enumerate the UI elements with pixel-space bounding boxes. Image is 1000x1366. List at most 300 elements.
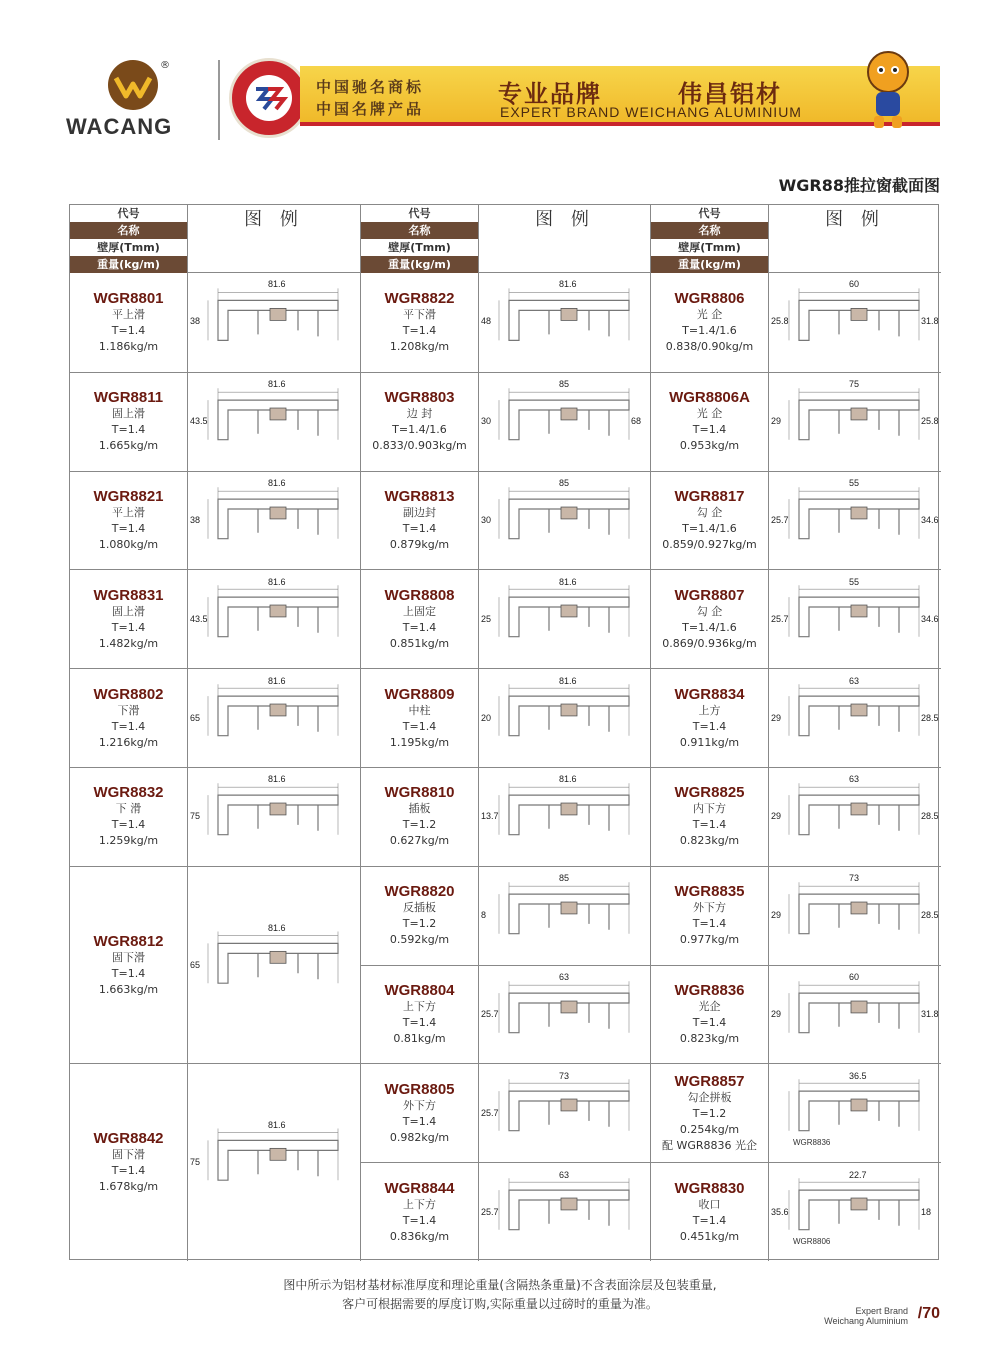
profile-name: 固上滑: [112, 407, 145, 421]
thermal-break-strip: [561, 803, 577, 815]
profile-name: 边 封: [406, 407, 433, 421]
profile-webs: [839, 509, 899, 535]
profile-weight: 0.451kg/m: [679, 1229, 740, 1243]
dimension-label: 55: [849, 576, 860, 587]
dimension-label: 25: [481, 613, 492, 624]
profile-code: WGR8811: [93, 389, 164, 407]
profile-row: [361, 372, 651, 471]
profile-code: WGR8806A: [669, 389, 750, 407]
profile-row: [361, 569, 651, 668]
thermal-break-strip: [851, 1001, 867, 1013]
dimension-label: 29: [771, 712, 782, 723]
thermal-break-strip: [270, 1149, 286, 1161]
dimension-label: 29: [771, 910, 782, 921]
header-label: 壁厚(Tmm): [361, 239, 478, 256]
profile-drawing: [188, 867, 360, 1064]
profile-webs: [839, 706, 899, 732]
profile-info: [361, 768, 479, 866]
banner-title-1: 专业品牌: [498, 80, 602, 108]
dimension-label: 65: [190, 959, 201, 970]
profile-thickness: T=1.4/1.6: [392, 423, 447, 437]
dimension-label: 25.7: [771, 613, 789, 624]
dimension-label: 81.6: [268, 922, 286, 933]
footer-brand-line1: Expert Brand: [855, 1306, 908, 1316]
profile-row: [651, 569, 941, 668]
profile-thickness: T=1.4/1.6: [682, 323, 737, 337]
dimension-label: 28.5: [921, 712, 939, 723]
dimension-label: 55: [849, 477, 860, 488]
profile-webs: [549, 805, 609, 831]
profile-info: [651, 867, 769, 965]
profile-figure: [479, 373, 651, 471]
dimension-label: 31.8: [921, 316, 939, 327]
profile-webs: [258, 953, 318, 979]
dimension-label: 81.6: [268, 279, 286, 290]
profile-code: WGR8805: [384, 1080, 455, 1098]
profile-row: [70, 273, 360, 372]
profile-thickness: T=1.4: [692, 1015, 727, 1029]
profile-row: [361, 866, 651, 965]
dimension-label: 85: [559, 873, 570, 884]
profile-name: 副边封: [403, 505, 436, 519]
dimension-label: 28.5: [921, 811, 939, 822]
dimension-label: 81.6: [268, 1120, 286, 1131]
header-label: 重量(kg/m): [361, 256, 478, 273]
dimension-label: 75: [849, 379, 860, 390]
profile-row: [70, 372, 360, 471]
profile-figure: [479, 273, 651, 372]
profile-info: [651, 966, 769, 1064]
profile-code: WGR8836: [674, 981, 745, 999]
profile-thickness: T=1.4: [692, 1213, 727, 1227]
profile-info: [361, 570, 479, 668]
slogan-banner: [300, 66, 940, 126]
dimension-label: 38: [190, 514, 201, 525]
thermal-break-strip: [270, 308, 286, 320]
profile-row: [651, 1162, 941, 1261]
profile-info: [70, 472, 188, 570]
dimension-label: 25.7: [481, 1107, 499, 1118]
dimension-label: 81.6: [268, 477, 286, 488]
dimension-label: 43.5: [190, 613, 208, 624]
profile-webs: [258, 1151, 318, 1177]
china-top-brand-seal-icon: [229, 58, 309, 138]
profile-code: WGR8802: [93, 685, 164, 703]
column-header: [70, 205, 360, 273]
profile-webs: [839, 1003, 899, 1029]
profile-info: [651, 273, 769, 372]
figure-column-title: 图 例: [244, 209, 304, 230]
figure-reference-label: WGR8806: [793, 1236, 831, 1246]
profile-row: [651, 965, 941, 1064]
profile-code: WGR8808: [384, 586, 455, 604]
profile-name: 平下滑: [403, 307, 436, 321]
profile-name: 平上滑: [112, 505, 145, 519]
profile-weight: 0.838/0.90kg/m: [665, 339, 754, 353]
footer-note-line1: 图中所示为铝材基材标准厚度和理论重量(含隔热条重量)不含表面涂层及包装重量,: [283, 1278, 717, 1292]
profile-drawing: [188, 1064, 360, 1261]
dimension-label: 81.6: [268, 576, 286, 587]
dimension-label: 73: [849, 873, 860, 884]
profile-name: 外下方: [693, 901, 726, 915]
dimension-label: 29: [771, 1008, 782, 1019]
thermal-break-strip: [561, 605, 577, 617]
profile-webs: [549, 509, 609, 535]
dimension-label: 18: [921, 1206, 932, 1217]
profile-thickness: T=1.4: [692, 423, 727, 437]
profile-figure: [188, 472, 360, 570]
thermal-break-strip: [270, 507, 286, 519]
dimension-label: 34.6: [921, 514, 939, 525]
profile-name: 上下方: [403, 1197, 436, 1211]
profile-column: [650, 205, 940, 1261]
profile-weight: 0.859/0.927kg/m: [662, 537, 757, 551]
profile-weight: 1.186kg/m: [98, 339, 159, 353]
registered-mark: ®: [160, 60, 170, 71]
profile-info: [651, 1163, 769, 1261]
dimension-label: 73: [559, 1070, 570, 1081]
profile-info: [70, 373, 188, 471]
profile-webs: [839, 1101, 899, 1127]
profile-weight: 0.833/0.903kg/m: [372, 439, 467, 453]
profile-name: 插板: [408, 802, 431, 816]
profile-info: [651, 373, 769, 471]
dimension-label: 30: [481, 514, 492, 525]
thermal-break-strip: [270, 605, 286, 617]
profile-figure: [479, 1064, 651, 1162]
profile-thickness: T=1.4: [111, 620, 146, 634]
thermal-break-strip: [561, 1198, 577, 1210]
profile-weight: 0.953kg/m: [679, 439, 740, 453]
profile-weight: 1.665kg/m: [98, 439, 159, 453]
profile-row: [361, 1063, 651, 1162]
profile-name: 勾 企: [696, 505, 723, 519]
profile-code: WGR8817: [674, 487, 745, 505]
profile-figure: [479, 1163, 651, 1261]
profile-figure: [479, 669, 651, 767]
profile-thickness: T=1.4: [111, 323, 146, 337]
profile-figure: [188, 273, 360, 372]
profile-figure: [479, 472, 651, 570]
page-number: /70: [917, 1305, 940, 1322]
profile-weight: 1.482kg/m: [98, 636, 159, 650]
footer-brand-line2: Weichang Aluminium: [824, 1316, 908, 1326]
header-label: 代号: [361, 205, 478, 222]
thermal-break-strip: [561, 507, 577, 519]
tiger-mascot-icon: [848, 44, 928, 134]
profile-thickness: T=1.4: [402, 719, 437, 733]
profile-name: 光企: [698, 999, 721, 1013]
profile-figure: [769, 669, 941, 767]
profile-thickness: T=1.4: [402, 323, 437, 337]
profile-column: [360, 205, 650, 1261]
header-label: 代号: [70, 205, 187, 222]
thermal-break-strip: [270, 408, 286, 420]
profile-weight: 0.823kg/m: [679, 834, 740, 848]
dimension-label: 35.6: [771, 1206, 789, 1217]
footer-note-line2: 客户可根据需要的厚度订购,实际重量以过磅时的重量为准。: [342, 1297, 658, 1311]
profile-weight: 0.869/0.936kg/m: [662, 636, 757, 650]
profile-name: 下 滑: [115, 802, 142, 816]
dimension-label: 60: [849, 279, 860, 290]
banner-english-title: EXPERT BRAND WEICHANG ALUMINIUM: [500, 104, 802, 120]
profile-row: [361, 471, 651, 570]
profile-thickness: T=1.4: [692, 719, 727, 733]
dimension-label: 81.6: [559, 774, 577, 785]
dimension-label: 63: [559, 971, 570, 982]
profile-row: [651, 471, 941, 570]
column-header-labels: [70, 205, 188, 273]
profile-weight: 0.627kg/m: [389, 834, 450, 848]
profile-weight: 1.216kg/m: [98, 735, 159, 749]
profile-name: 固下滑: [112, 950, 145, 964]
profile-info: [70, 867, 188, 1064]
profile-code: WGR8834: [674, 685, 745, 703]
thermal-break-strip: [561, 408, 577, 420]
profile-thickness: T=1.4: [111, 818, 146, 832]
profile-figure: [188, 373, 360, 471]
profile-code: WGR8801: [93, 289, 164, 307]
profile-thickness: T=1.4: [111, 719, 146, 733]
dimension-label: 81.6: [559, 279, 577, 290]
dimension-label: 20: [481, 712, 492, 723]
thermal-break-strip: [561, 308, 577, 320]
profile-info: [651, 570, 769, 668]
profile-thickness: T=1.4: [111, 966, 146, 980]
thermal-break-strip: [851, 308, 867, 320]
profile-table: [69, 204, 939, 1260]
profile-row: [361, 273, 651, 372]
profile-weight: 1.080kg/m: [98, 537, 159, 551]
dimension-label: 36.5: [849, 1070, 867, 1081]
profile-thickness: T=1.4: [402, 620, 437, 634]
profile-name: 收口: [698, 1197, 721, 1211]
profile-name: 平上滑: [112, 307, 145, 321]
profile-webs: [839, 904, 899, 930]
dimension-label: 75: [190, 811, 201, 822]
page-title: WGR88推拉窗截面图: [778, 176, 940, 195]
dimension-label: 25.7: [481, 1008, 499, 1019]
profile-webs: [839, 805, 899, 831]
figure-column-title: 图 例: [825, 209, 885, 230]
dimension-label: 48: [481, 316, 492, 327]
profile-code: WGR8857: [674, 1072, 745, 1090]
column-header-labels: [651, 205, 769, 273]
profile-info: [70, 768, 188, 866]
profile-info: [361, 1064, 479, 1162]
profile-row: [70, 569, 360, 668]
dimension-label: 29: [771, 811, 782, 822]
slogan-line1: 中国驰名商标: [316, 78, 425, 96]
profile-info: [361, 273, 479, 372]
profile-webs: [839, 410, 899, 436]
profile-info: [361, 669, 479, 767]
dimension-label: 81.6: [268, 774, 286, 785]
profile-row: [651, 273, 941, 372]
profile-thickness: T=1.2: [402, 818, 437, 832]
profile-weight: 0.836kg/m: [389, 1229, 450, 1243]
thermal-break-strip: [270, 951, 286, 963]
brand-name: WACANG: [66, 114, 173, 139]
profile-figure: [769, 273, 941, 372]
header-label: 壁厚(Tmm): [70, 239, 187, 256]
profile-row: [361, 668, 651, 767]
thermal-break-strip: [851, 1099, 867, 1111]
profile-webs: [549, 706, 609, 732]
profile-info: [651, 768, 769, 866]
profile-info: [651, 669, 769, 767]
profile-name: 上方: [698, 703, 721, 717]
profile-webs: [258, 410, 318, 436]
column-header: [361, 205, 651, 273]
profile-code: WGR8832: [93, 784, 164, 802]
profile-figure: [188, 669, 360, 767]
profile-code: WGR8810: [384, 784, 455, 802]
profile-code: WGR8803: [384, 389, 455, 407]
profile-info: [70, 1064, 188, 1261]
dimension-label: 81.6: [268, 379, 286, 390]
profile-figure: [769, 1163, 941, 1261]
profile-code: WGR8830: [674, 1179, 745, 1197]
profile-name: 内下方: [693, 802, 726, 816]
dimension-label: 81.6: [268, 675, 286, 686]
profile-code: WGR8825: [674, 784, 745, 802]
profile-thickness: T=1.2: [692, 1106, 727, 1120]
profile-row: [70, 767, 360, 866]
column-header: [651, 205, 941, 273]
profile-name: 上固定: [403, 604, 436, 618]
profile-code: WGR8831: [93, 586, 164, 604]
profile-code: WGR8812: [93, 932, 164, 950]
profile-name: 勾企拼板: [687, 1090, 732, 1104]
profile-thickness: T=1.4: [111, 423, 146, 437]
profile-info: [361, 373, 479, 471]
dimension-label: 22.7: [849, 1169, 867, 1180]
dimension-label: 13.7: [481, 811, 499, 822]
profile-weight: 0.977kg/m: [679, 933, 740, 947]
profile-code: WGR8842: [93, 1130, 164, 1148]
dimension-label: 65: [190, 712, 201, 723]
dimension-label: 30: [481, 416, 492, 427]
profile-code: WGR8820: [384, 883, 455, 901]
header-label: 代号: [651, 205, 768, 222]
profile-weight: 1.208kg/m: [389, 339, 450, 353]
dimension-label: 25.8: [921, 416, 939, 427]
wacang-logo-icon: [108, 60, 158, 110]
column-header-labels: [361, 205, 479, 273]
footer-brand: [824, 1306, 908, 1326]
thermal-break-strip: [270, 704, 286, 716]
profile-thickness: T=1.4/1.6: [682, 620, 737, 634]
dimension-label: 85: [559, 379, 570, 390]
profile-name: 光 企: [696, 407, 723, 421]
profile-thickness: T=1.4: [402, 521, 437, 535]
banner-title-2: 伟昌铝材: [678, 80, 782, 108]
profile-webs: [839, 607, 899, 633]
profile-code: WGR8822: [384, 289, 455, 307]
profile-code: WGR8807: [674, 586, 745, 604]
profile-webs: [258, 509, 318, 535]
profile-row: [651, 866, 941, 965]
header-label: 壁厚(Tmm): [651, 239, 768, 256]
figure-column-title: 图 例: [535, 209, 595, 230]
profile-figure: [769, 1064, 941, 1162]
dimension-label: 81.6: [559, 576, 577, 587]
dimension-label: 25.8: [771, 316, 789, 327]
profile-webs: [839, 1200, 899, 1226]
profile-thickness: T=1.4: [402, 1213, 437, 1227]
dimension-label: 29: [771, 416, 782, 427]
profile-thickness: T=1.4: [402, 1015, 437, 1029]
thermal-break-strip: [851, 408, 867, 420]
profile-figure: [769, 966, 941, 1064]
profile-code: WGR8813: [384, 487, 455, 505]
page-header: [0, 0, 1000, 160]
thermal-break-strip: [851, 704, 867, 716]
thermal-break-strip: [561, 704, 577, 716]
profile-figure: [769, 570, 941, 668]
profile-weight: 1.663kg/m: [98, 982, 159, 996]
profile-row: [651, 1063, 941, 1162]
thermal-break-strip: [561, 1099, 577, 1111]
profile-code: WGR8809: [384, 685, 455, 703]
thermal-break-strip: [851, 605, 867, 617]
profile-note: 配 WGR8836 光企: [661, 1138, 758, 1152]
profile-row: [651, 767, 941, 866]
profile-weight: 1.678kg/m: [98, 1180, 159, 1194]
profile-info: [651, 1064, 769, 1162]
profile-name: 上下方: [403, 999, 436, 1013]
profile-info: [70, 570, 188, 668]
profile-webs: [258, 310, 318, 336]
dimension-label: 68: [631, 416, 642, 427]
profile-code: WGR8835: [674, 883, 745, 901]
profile-info: [361, 472, 479, 570]
dimension-label: 81.6: [559, 675, 577, 686]
profile-weight: 1.195kg/m: [389, 735, 450, 749]
figure-reference-label: WGR8836: [793, 1137, 831, 1147]
header-label: 重量(kg/m): [651, 256, 768, 273]
profile-figure: [769, 768, 941, 866]
profile-info: [361, 966, 479, 1064]
profile-thickness: T=1.4/1.6: [682, 521, 737, 535]
profile-code: WGR8804: [384, 981, 455, 999]
dimension-label: 28.5: [921, 910, 939, 921]
profile-name: 勾 企: [696, 604, 723, 618]
profile-webs: [549, 310, 609, 336]
thermal-break-strip: [851, 1198, 867, 1210]
profile-figure: [769, 373, 941, 471]
profile-figure: [769, 867, 941, 965]
profile-code: WGR8821: [93, 487, 164, 505]
profile-figure: [479, 966, 651, 1064]
header-label: 名称: [361, 222, 478, 239]
thermal-break-strip: [270, 803, 286, 815]
thermal-break-strip: [851, 803, 867, 815]
thermal-break-strip: [561, 1001, 577, 1013]
profile-row: [361, 965, 651, 1064]
profile-row: [70, 668, 360, 767]
profile-webs: [549, 904, 609, 930]
profile-info: [70, 273, 188, 372]
profile-figure: [188, 1064, 360, 1261]
profile-webs: [549, 607, 609, 633]
profile-column: [70, 205, 360, 1261]
profile-webs: [258, 607, 318, 633]
profile-name: 中柱: [408, 703, 431, 717]
profile-row: [70, 1063, 360, 1261]
dimension-label: 25.7: [771, 514, 789, 525]
